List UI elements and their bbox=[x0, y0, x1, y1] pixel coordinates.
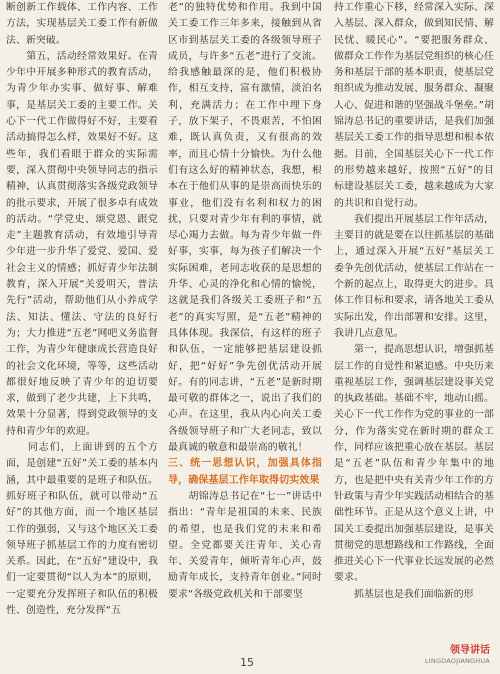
paragraph: 断创新工作载体、工作内容、工作方法，实现基层关工委工作有新做法、新突破。 bbox=[6, 2, 158, 46]
section-heading: 三、统一思想认识，加强具体指导，确保基层工作年取得切实效果 bbox=[168, 458, 322, 486]
text-column-right bbox=[334, 0, 494, 644]
text-column-middle bbox=[168, 0, 322, 644]
paragraph: 第一，提高思想认识，增强抓基层工作的自觉性和紧迫感。中央历来重视基层工作，强调基层建设事关党的执政基础。基础不牢，地动山摇。关心下一代工作作为党的事业的一部分，作为落实党在新时期的群众工作，同样应该把重心放在基层。基层是“五老”队伍和青少年集中的地方，也是把中央有关青少年工作的方针政策与青少年实践活动相结合的基础性环节。正是从这个意义上讲，中国关工委提出加强基层建设，是事关贯彻党的思想路线和工作路线，全面推进关心下一代事业长远发展的必然要求。 bbox=[334, 344, 494, 584]
column-tag-title: 领导讲话 bbox=[450, 645, 490, 656]
paragraph: 我们提出开展基层工作年活动，主要目的就是要在以往抓基层的基础上，通过深入开展“五好”基层关工委争先创优活动，使基层工作站在一个新的起点上，取得更大的进步。具体工作目标和要求，请各地关工委从实际出发，作出部署和安排。这里，我讲几点意见。 bbox=[334, 213, 494, 339]
paragraph: 抓基层也是我们面临新的形 bbox=[334, 588, 474, 600]
column-tag bbox=[425, 645, 490, 666]
page-number: 15 bbox=[240, 656, 254, 669]
column-tag-pinyin: LINGDAOJIANGHUA bbox=[424, 657, 490, 665]
paragraph: 同志们，上面讲到的五个方面，是创建“五好”关工委的基本内涵，其中最重要的是班子和队伍。抓好班子和队伍，就可以带动“五好”的其他方面，而一个地区基层工作的强弱，又与这个地区关工委领导班子抓基层工作的力度有密切关系。因此，在“五好”建设中，我们一定要贯彻“以人为本”的原则，一定要充分发挥班子和队伍的积极性、创造性，充分发挥“五 bbox=[6, 442, 158, 616]
paragraph: 第五，活动经常效果好。在青少年中开展多种形式的教育活动，为青少年办实事、做好事、解难事，是基层关工委的主要工作。关心下一代工作做得好不好，主要看活动搞得怎么样，效果好不好。这些年，我们看眼于群众的实际需要，深入贯彻中央领导同志的指示精神，认真贯彻落实各级党政领导的批示要求，开展了很多卓有成效的活动。“学党史、颂党恩、跟党走”主题教育活动，有效地引导青少年进一步升华了爱党、爱国、爱社会主义的情感；抓好青少年法制教育，深入开展“关爱明天，普法先行”活动，帮助他们从小养成学法、知法、懂法、守法的良好行为；大力推进“五老”网吧义务监督工作，为青少年健康成长营造良好的社会文化环境，等等，这些活动都很好地反映了青少年的迫切要求，做到了老少共建，上下共鸣，效果十分显著，得到党政领导的支持和青少年的欢迎。 bbox=[6, 50, 158, 437]
text-column-left bbox=[6, 0, 158, 644]
paragraph: 胡锦涛总书记在“七一”讲话中指出：“青年是祖国的未来、民族的希望，也是我们党的未来和希望。全党都要关注青年、关心青年、关爱青年，倾听青年心声，鼓励青年成长，支持青年创业。”同时要求“各级党政机关和干部要坚 bbox=[168, 490, 322, 600]
paragraph: 持工作重心下移，经常深入实际、深入基层、深入群众，做到知民情、解民忧、暖民心”。“要把服务群众、做群众工作作为基层党组织的核心任务和基层干部的基本职责，使基层党组织成为推动发展、服务群众、凝聚人心、促进和谐的坚强战斗堡垒。”胡锦涛总书记的重要讲话，是我们加强基层关工委工作的指导思想和根本依据。目前，全国基层关心下一代工作的形势越来越好，按照“五好”的目标建设基层关工委，越来越成为大家的共识和自觉行动。 bbox=[334, 2, 494, 209]
paragraph: 老”的独特优势和作用。我到中国关工委工作三年多来，接触到从省区市到基层关工委的各级领导班子成员，与许多“五老”进行了交流。给我感触最深的是，他们积极协作，相互支持，富有激情，淡泊名利，充满活力；在工作中埋下身子，放下架子，不畏艰苦，不怕困难，既认真负责，又有很高的效率，而且心情十分愉快。为什么他们有这么好的精神状态，我想，根本在于他们从事的是崇高而快乐的事业，他们没有名利和权力的困扰，只要对青少年有利的事情，就尽心竭力去做。每为青少年做一件好事，实事，每为孩子们解决一个实际困难，老同志收获的是思想的升华、心灵的净化和心情的愉悦，这就是我们各级关工委班子和“五老”的真实写照，是“五老”精神的具体体现。我深信，有这样的班子和队伍，一定能够把基层建设抓好，把“好好”争先创优活动开展好。有的同志讲，“五老”是新时期最可敬的群体之一，说出了我们的心声。在这里，我从内心向关工委各级领导班子和广大老同志，致以最真诚的敬意和最崇高的敬礼！ bbox=[168, 2, 322, 454]
